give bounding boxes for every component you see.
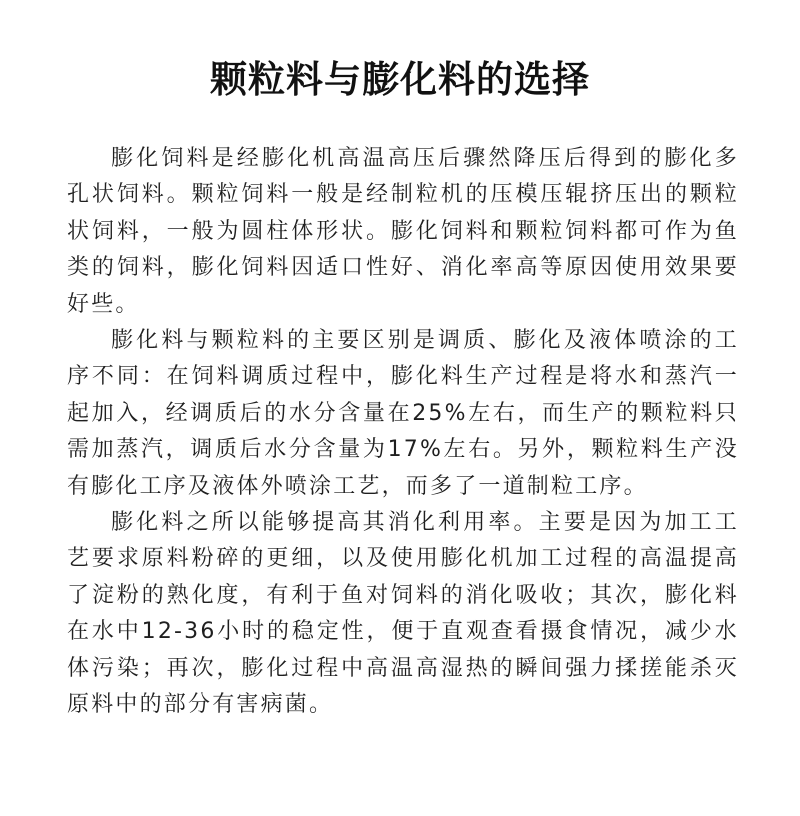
article-body — [67, 141, 739, 724]
page-title: 颗粒料与膨化料的选择 — [210, 58, 590, 101]
paragraph-2: 膨化料与颗粒料的主要区别是调质、膨化及液体喷涂的工序不同：在饲料调质过程中，膨化料生产过程是将水和蒸汽一起加入，经调质后的水分含量在25%左右，而生产的颗粒料只需加蒸汽，调质后水分含量为17%左右。另外，颗粒料生产没有膨化工序及液体外喷涂工艺，而多了一道制粒工序。 — [67, 328, 739, 499]
paragraph-3: 膨化料之所以能够提高其消化利用率。主要是因为加工工艺要求原料粉碎的更细，以及使用膨化机加工过程的高温提高了淀粉的熟化度，有利于鱼对饲料的消化吸收；其次，膨化料在水中12-36小时的稳定性，便于直观查看摄食情况，减少水体污染；再次，膨化过程中高温高湿热的瞬间强力揉搓能杀灭原料中的部分有害病菌。 — [67, 510, 739, 718]
paragraph-1: 膨化饲料是经膨化机高温高压后骤然降压后得到的膨化多孔状饲料。颗粒饲料一般是经制粒机的压模压辊挤压出的颗粒状饲料，一般为圆柱体形状。膨化饲料和颗粒饲料都可作为鱼类的饲料，膨化饲料因适口性好、消化率高等原因使用效果要好些。 — [67, 146, 739, 317]
